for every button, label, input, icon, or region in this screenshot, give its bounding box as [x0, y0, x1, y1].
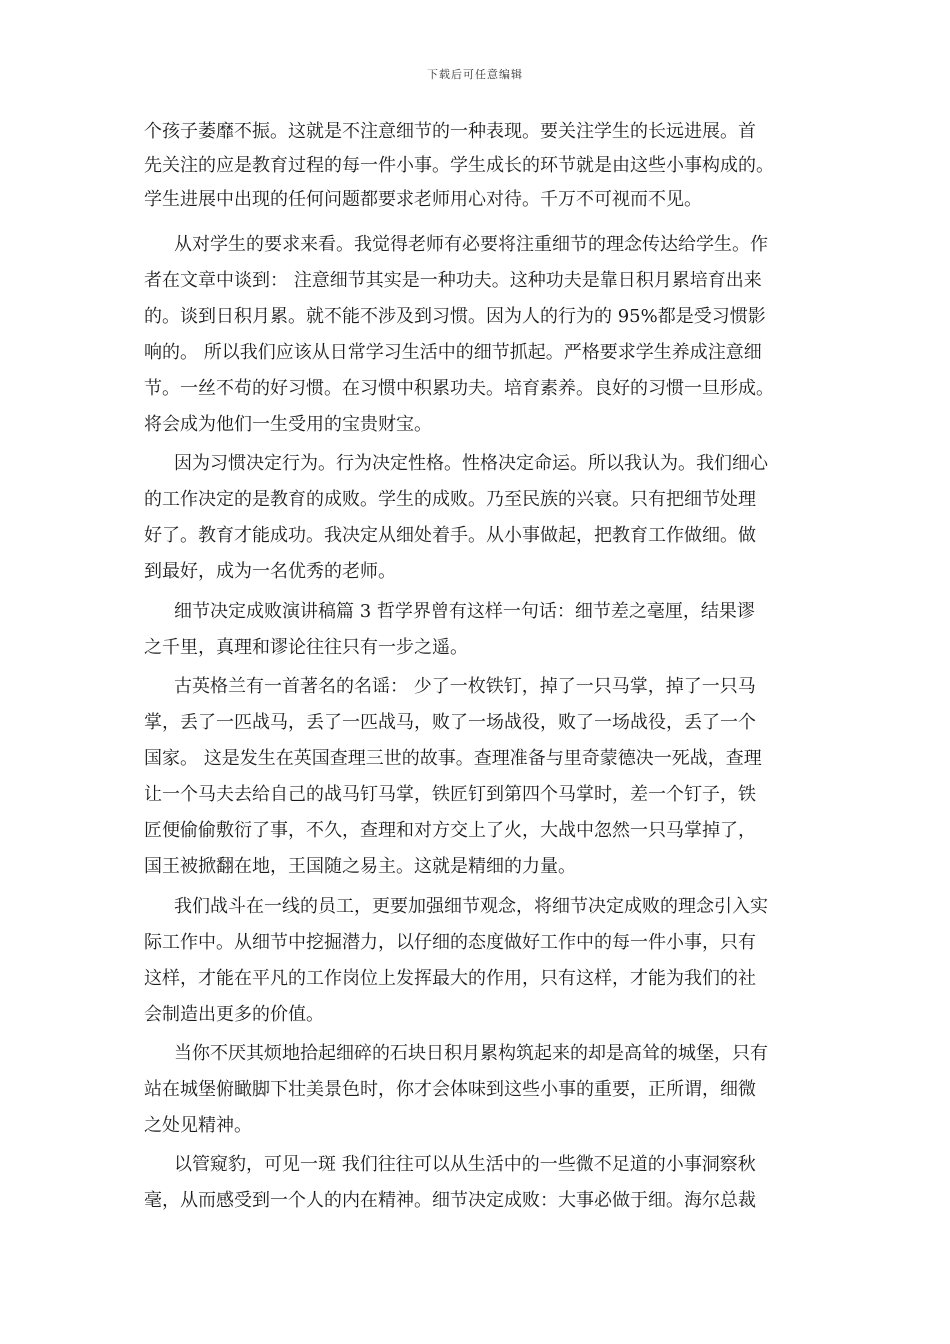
text-line: 的工作决定的是教育的成败。学生的成败。乃至民族的兴衰。只有把细节处理: [144, 489, 756, 510]
text-line: 因为习惯决定行为。行为决定性格。性格决定命运。所以我认为。我们细心: [174, 453, 768, 474]
text-line: 将会成为他们一生受用的宝贵财宝。: [144, 414, 432, 435]
text-line: 当你不厌其烦地拾起细碎的石块日积月累构筑起来的却是高耸的城堡，只有: [174, 1043, 768, 1064]
text-line: 从对学生的要求来看。我觉得老师有必要将注重细节的理念传达给学生。作: [174, 234, 768, 255]
text-line: 响的。 所以我们应该从日常学习生活中的细节抓起。严格要求学生养成注意细: [144, 342, 762, 363]
text-line: 以管窥豹，可见一斑 我们往往可以从生活中的一些微不足道的小事洞察秋: [174, 1154, 756, 1175]
text-line: 先关注的应是教育过程的每一件小事。学生成长的环节就是由这些小事构成的。: [144, 155, 774, 176]
text-line: 匠便偷偷敷衍了事，不久，查理和对方交上了火，大战中忽然一只马掌掉了，: [144, 820, 756, 841]
text-line: 毫，从而感受到一个人的内在精神。细节决定成败：大事必做于细。海尔总裁: [144, 1190, 756, 1211]
text-line: 国家。 这是发生在英国查理三世的故事。查理准备与里奇蒙德决一死战，查理: [144, 748, 762, 769]
text-line: 古英格兰有一首著名的名谣： 少了一枚铁钉，掉了一只马掌，掉了一只马: [174, 676, 756, 697]
text-line: 的。谈到日积月累。就不能不涉及到习惯。因为人的行为的 95%都是受习惯影: [144, 306, 766, 327]
text-line: 节。一丝不苟的好习惯。在习惯中积累功夫。培育素养。良好的习惯一旦形成。: [144, 378, 774, 399]
text-line: 这样，才能在平凡的工作岗位上发挥最大的作用，只有这样，才能为我们的社: [144, 968, 756, 989]
text-line: 细节决定成败演讲稿篇 3 哲学界曾有这样一句话：细节差之毫厘，结果谬: [174, 601, 755, 622]
text-line: 之处见精神。: [144, 1115, 252, 1136]
text-line: 站在城堡俯瞰脚下壮美景色时，你才会体味到这些小事的重要，正所谓，细微: [144, 1079, 756, 1100]
text-line: 好了。教育才能成功。我决定从细处着手。从小事做起，把教育工作做细。做: [144, 525, 756, 546]
text-line: 国王被掀翻在地，王国随之易主。这就是精细的力量。: [144, 856, 576, 877]
text-line: 我们战斗在一线的员工，更要加强细节观念，将细节决定成败的理念引入实: [174, 896, 768, 917]
text-line: 之千里，真理和谬论往往只有一步之遥。: [144, 637, 468, 658]
text-line: 个孩子萎靡不振。这就是不注意细节的一种表现。要关注学生的长远进展。首: [144, 121, 756, 142]
text-line: 学生进展中出现的任何问题都要求老师用心对待。千万不可视而不见。: [144, 189, 702, 210]
text-line: 际工作中。从细节中挖掘潜力，以仔细的态度做好工作中的每一件小事，只有: [144, 932, 756, 953]
page-header: 下载后可任意编辑: [427, 68, 523, 81]
text-line: 者在文章中谈到： 注意细节其实是一种功夫。这种功夫是靠日积月累培育出来: [144, 270, 762, 291]
text-line: 掌，丢了一匹战马，丢了一匹战马，败了一场战役，败了一场战役，丢了一个: [144, 712, 756, 733]
text-line: 会制造出更多的价值。: [144, 1004, 324, 1025]
text-line: 到最好，成为一名优秀的老师。: [144, 561, 396, 582]
text-line: 让一个马夫去给自己的战马钉马掌，铁匠钉到第四个马掌时，差一个钉子，铁: [144, 784, 756, 805]
